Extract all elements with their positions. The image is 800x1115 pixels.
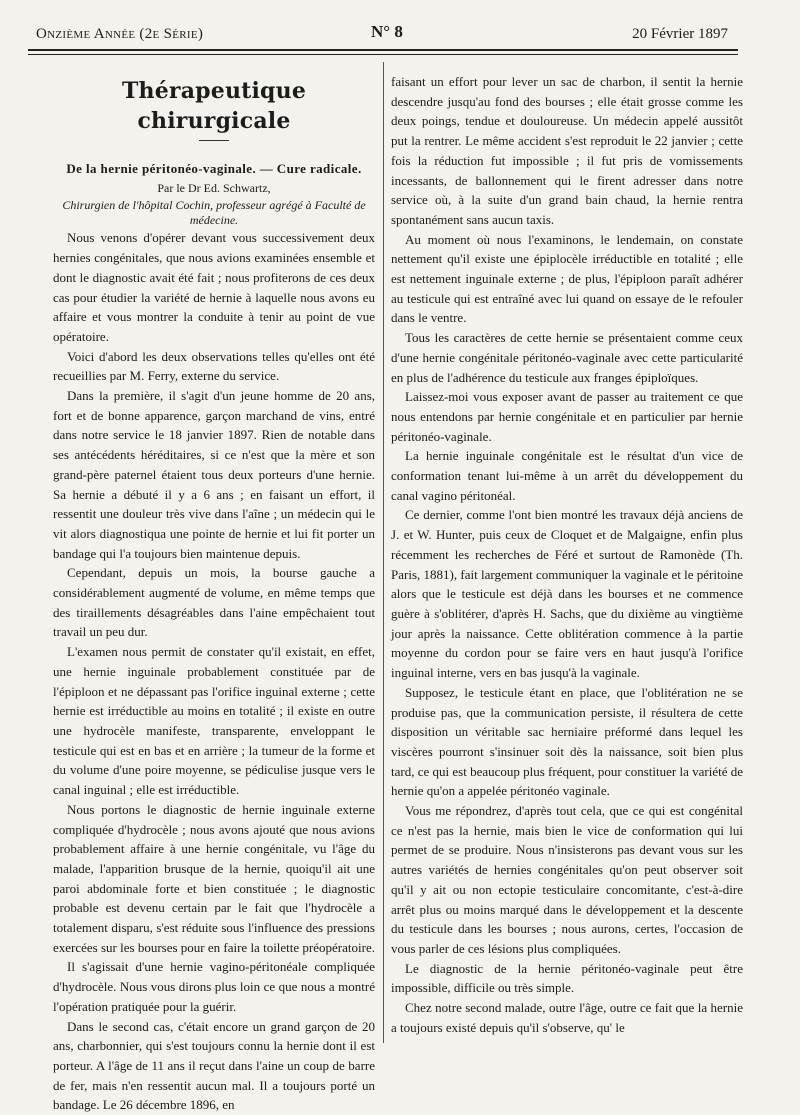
left-column [53, 60, 375, 1115]
page-header [36, 22, 728, 46]
paragraph: Il s'agissait d'une hernie vagino-péritonéale compliquée d'hydrocèle. Nous vous dirons plus loin ce que nous a montré l'opération pratiquée pour la guérir. [53, 959, 375, 1014]
header-rule [28, 49, 738, 55]
paragraph: La hernie inguinale congénitale est le résultat d'un vice de conformation tenant lui-même à un arrêt du développement du canal vagino péritonéal. [391, 448, 743, 503]
right-column [391, 72, 743, 1037]
volume-label: Onzième Année (2e Série) [36, 26, 204, 42]
title-rule [199, 140, 229, 141]
paragraph: Vous me répondrez, d'après tout cela, que ce qui est congénital ce n'est pas la hernie, mais bien le vice de conformation qui lui permet de se produire. Nous n'insisterons pas devant vous sur les autres variétés de hernies congénitales qu'on peut observer soit qu'il y ait ou non ectopie testiculaire concomitante, c'est-à-dire arrêt plus ou moins marqué dans le développement et la descente du testicule dans les bourses ; nous aurons, certes, l'occasion de vous parler de ces lésions plus compliquées. [391, 803, 743, 956]
paragraph: Supposez, le testicule étant en place, que l'oblitération ne se produise pas, que la communication persiste, il résultera de cette disposition un véritable sac herniaire préformé dans lequel les viscères pourront s'insinuer soit dès la naissance, soit bien plus tard, ce qui est beaucoup plus fréquent, pour constituer la variété de hernie qu'on a appelée péritonéo vaginale. [391, 684, 743, 799]
paragraph: Nous venons d'opérer devant vous successivement deux hernies congénitales, que nous avions examinées ensemble et dont le diagnostic avait été fait ; nous profiterons de ces deux cas pour étudier la variété de hernie à laquelle nous avons eu affaire et vous montrer la conduite à tenir au point de vue opératoire. [53, 230, 375, 344]
paragraph: Cependant, depuis un mois, la bourse gauche a considérablement augmenté de volume, en même temps que des tiraillements désagréables dans l'aine empêchaient tout travail un peu dur. [53, 565, 375, 640]
column-divider [383, 62, 384, 1043]
paragraph: Dans le second cas, c'était encore un grand garçon de 20 ans, charbonnier, qui s'est toujours connu la hernie dont il est porteur. A l'âge de 11 ans il reçut dans l'aine un coup de barre de fer, mais n'en ressentit aucun mal. Il a toujours porté un bandage. Le 26 décembre 1896, en [53, 1018, 375, 1113]
section-title: Thérapeutique chirurgicale [121, 78, 307, 134]
issue-number: N° 8 [371, 22, 403, 41]
paragraph: faisant un effort pour lever un sac de charbon, il sentit la hernie descendre jusqu'au fond des bourses ; elle était grosse comme les deux poings, tendue et douloureuse. Un médecin appelé aussitôt put la rentrer. Le même accident s'est reproduit le 22 janvier ; cette fois la réduction fut impossible ; il fut pris de vomissements incessants, de ballonnement qui le firent adresser dans notre service où, à la suite d'un grand bain chaud, la hernie rentra spontanément sans aucun taxis. [391, 74, 743, 227]
paragraph: Tous les caractères de cette hernie se présentaient comme ceux d'une hernie congénitale péritonéo-vaginale avec cette particularité en plus de l'adhérence du testicule aux franges épiploïques. [391, 330, 743, 385]
paragraph: Voici d'abord les deux observations telles qu'elles ont été recueillies par M. Ferry, externe du service. [53, 348, 375, 384]
article-byline: Par le Dr Ed. Schwartz, [157, 180, 271, 195]
author-affiliation: Chirurgien de l'hôpital Cochin, professeur agrégé à Faculté de médecine. [62, 198, 366, 228]
paragraph: Chez notre second malade, outre l'âge, outre ce fait que la hernie a toujours existé depuis qu'il s'observe, qu' le [391, 1000, 743, 1035]
paragraph: Dans la première, il s'agit d'un jeune homme de 20 ans, fort et de bonne apparence, garçon marchand de vins, entré dans notre service le 18 janvier 1897. Rien de notable dans ses antécédents héréditaires, si ce n'est que la mère et son grand-père paternel étaient tous deux porteurs d'une hernie. Sa hernie a débuté il y a 6 ans ; en faisant un effort, il ressentit une douleur très vive dans l'aîne ; un médecin qui le vit alors diagnostiqua une pointe de hernie et lui fit porter un bandage qui l'a toujours bien maintenue depuis. [53, 388, 375, 561]
paragraph: Laissez-moi vous exposer avant de passer au traitement ce que nous entendons par hernie congénitale et en particulier par hernie péritonéo-vaginale. [391, 389, 743, 444]
paragraph: Au moment où nous l'examinons, le lendemain, on constate nettement qu'il existe une épiplocèle irréductible en totalité ; elle est nettement inguinale externe ; de plus, l'épiploon paraît adhérer au testicule qui est entraîné avec lui quand on essaye de le refouler dans le ventre. [391, 231, 743, 326]
issue-date: 20 Février 1897 [632, 26, 728, 42]
paragraph: Le diagnostic de la hernie péritonéo-vaginale peut être impossible, difficile ou très simple. [391, 960, 743, 996]
paragraph: Ce dernier, comme l'ont bien montré les travaux déjà anciens de J. et W. Hunter, puis ceux de Cloquet et de Malgaigne, enfin plus récemment les recherches de Féré et surtout de Ramonède (Th. Paris, 1881), fait largement communiquer la vaginale et le péritoine alors que le testicule est déjà dans les bourses et ne commence guère à s'oblitérer, d'après H. Sachs, que du dixième au vingtième jour après la naissance. Cette oblitération commence à la partie moyenne du cordon pour se faire vers en haut jusqu'à l'orifice inguinal interne, vers en bas jusqu'à la vaginale. [391, 507, 743, 681]
paragraph: L'examen nous permit de constater qu'il existait, en effet, une hernie inguinale probablement constituée par de l'épiploon et ne dépassant pas l'orifice inguinal externe ; cette hernie est irréductible au moins en totalité ; il existe en outre une hydrocèle manifeste, transparente, enveloppant le testicule qui est en bas et en arrière ; la tumeur de la forme et du volume d'une poire moyenne, se pédiculise jusque vers le canal inguinal ; elle est irréductible. [53, 644, 375, 798]
article-title: De la hernie péritonéo-vaginale. — Cure radicale. [66, 161, 362, 176]
paragraph: Nous portons le diagnostic de hernie inguinale externe compliquée d'hydrocèle ; nous avons ajouté que nous avions probablement affaire à une hernie congénitale, vu l'âge du malade, l'apparition brusque de la hernie, quoiqu'il ait une paroi abdominale forte et bien constituée ; le diagnostic probable est devenu certain par le fait que l'hydrocèle a totalement disparu, s'est réduite sous l'influence des pressions exercées sur les bourses pour en faire la toilette préopératoire. [53, 801, 375, 955]
